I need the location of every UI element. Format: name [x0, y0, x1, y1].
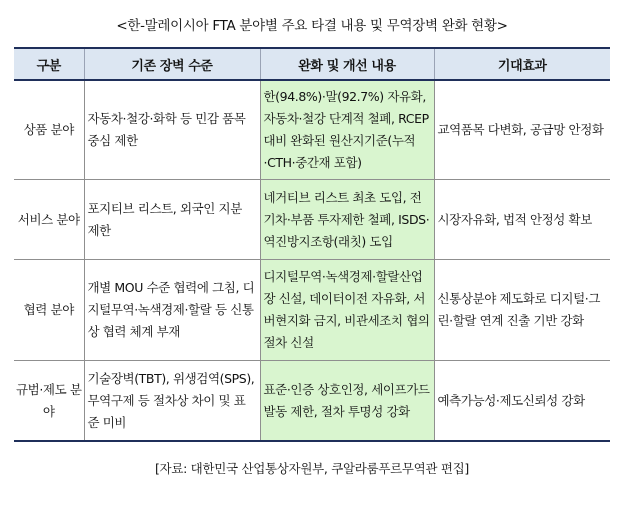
source-note: [자료: 대한민국 산업통상자원부, 쿠알라룸푸르무역관 편집]: [154, 461, 470, 476]
header-expected-effect: 기대효과: [434, 48, 610, 80]
row-expected-effect: 시장자유화, 법적 안정성 확보: [434, 180, 610, 260]
row-expected-effect: 예측가능성·제도신뢰성 강화: [434, 361, 610, 442]
table-header-row: [14, 48, 610, 80]
table-title: <한-말레이시아 FTA 분야별 주요 타결 내용 및 무역장벽 완화 현황>: [116, 18, 508, 34]
row-category: 규범·제도 분야: [14, 361, 84, 442]
row-existing-barriers: 자동차·철강·화학 등 민감 품목 중심 제한: [84, 80, 260, 180]
table-row: [14, 260, 610, 361]
fta-summary-table: [14, 47, 610, 442]
row-expected-effect: 교역품목 다변화, 공급망 안정화: [434, 80, 610, 180]
row-existing-barriers: 기술장벽(TBT), 위생검역(SPS), 무역구제 등 절차상 차이 및 표준 미비: [84, 361, 260, 442]
row-category: 협력 분야: [14, 260, 84, 361]
header-category: 구분: [14, 48, 84, 80]
header-existing-barriers: 기존 장벽 수준: [84, 48, 260, 80]
header-improvements: 완화 및 개선 내용: [260, 48, 434, 80]
row-improvements: 네거티브 리스트 최초 도입, 전기차·부품 투자제한 철폐, ISDS·역진방지조항(래칫) 도입: [260, 180, 434, 260]
row-category: 상품 분야: [14, 80, 84, 180]
row-improvements: 표준·인증 상호인정, 세이프가드 발동 제한, 절차 투명성 강화: [260, 361, 434, 442]
row-category: 서비스 분야: [14, 180, 84, 260]
table-row: [14, 180, 610, 260]
table-row: [14, 80, 610, 180]
row-existing-barriers: 포지티브 리스트, 외국인 지분 제한: [84, 180, 260, 260]
row-expected-effect: 신통상분야 제도화로 디지털·그린·할랄 연계 진출 기반 강화: [434, 260, 610, 361]
row-existing-barriers: 개별 MOU 수준 협력에 그침, 디지털무역·녹색경제·할랄 등 신통상 협력 체계 부재: [84, 260, 260, 361]
row-improvements: 디지털무역·녹색경제·할랄산업장 신설, 데이터이전 자유화, 서버현지화 금지, 비관세조치 협의절차 신설: [260, 260, 434, 361]
row-improvements: 한(94.8%)·말(92.7%) 자유화, 자동차·철강 단계적 철폐, RCEP 대비 완화된 원산지기준(누적·CTH·중간재 포함): [260, 80, 434, 180]
table-row: [14, 361, 610, 442]
